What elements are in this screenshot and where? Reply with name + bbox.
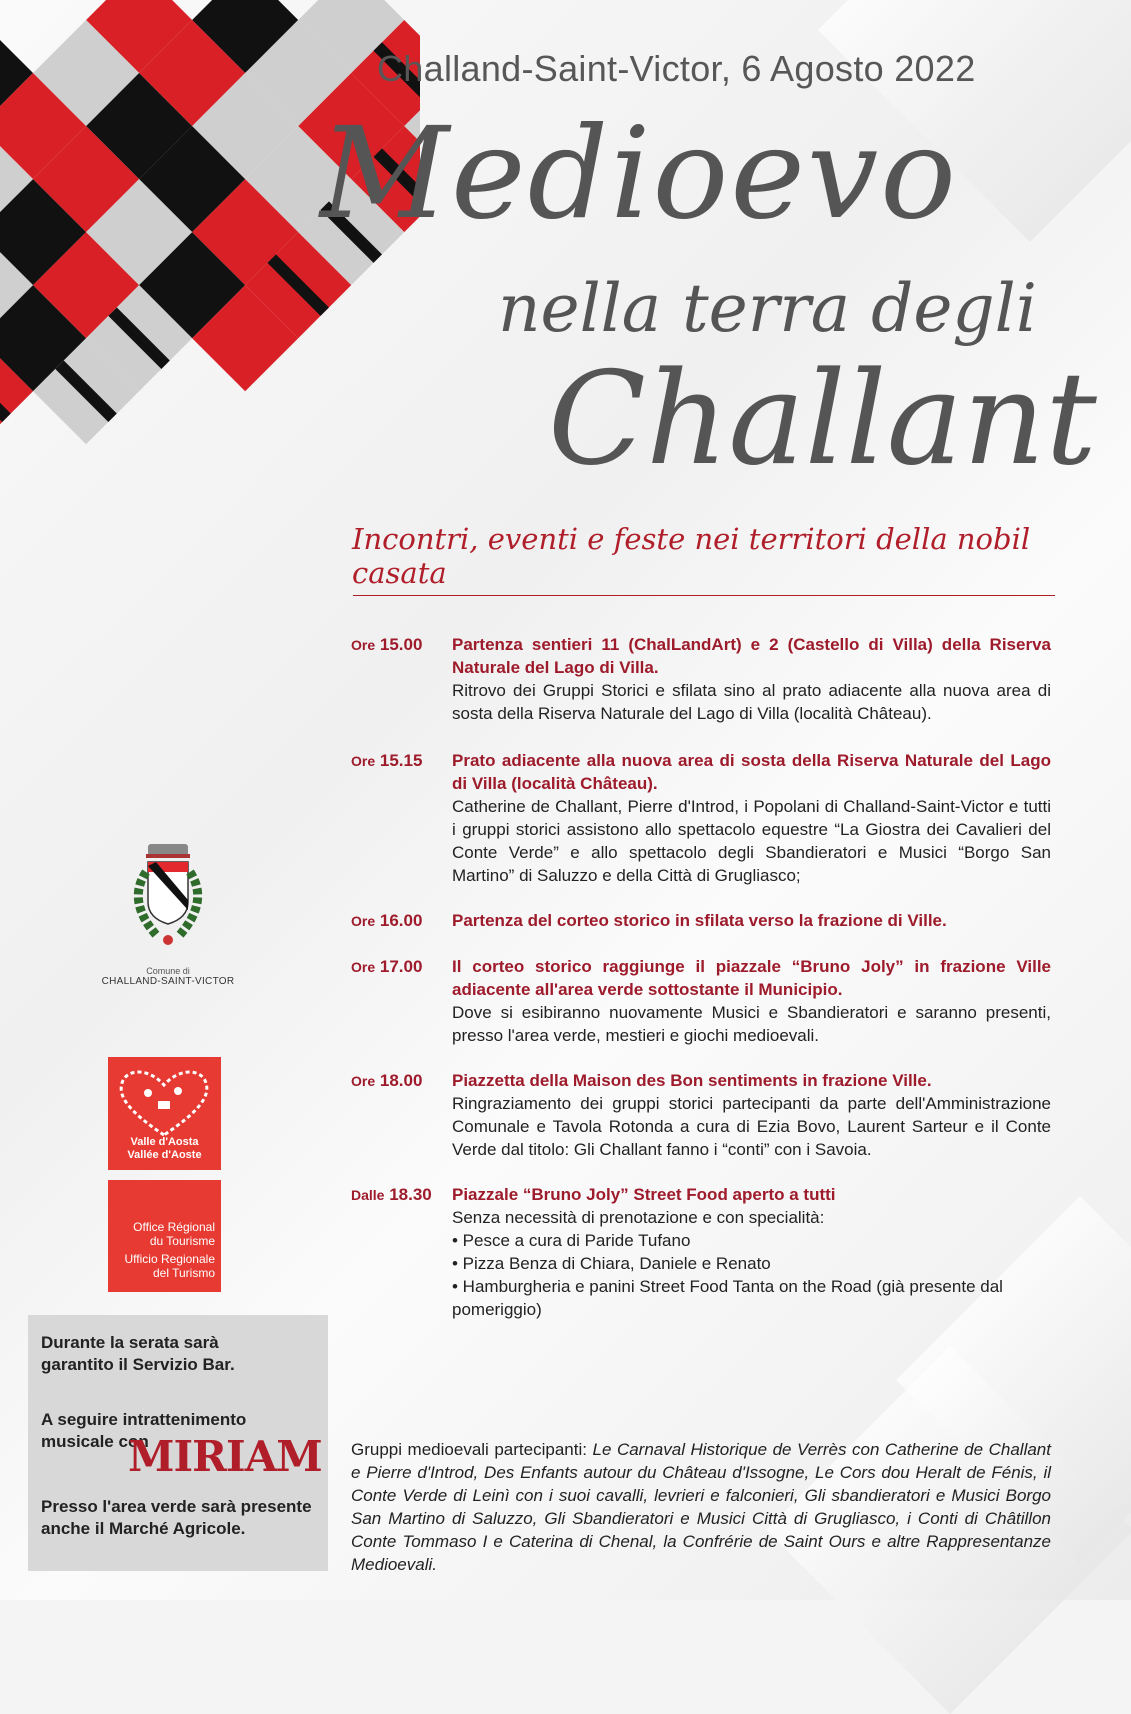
vda-line1: Valle d'Aosta [130,1136,199,1148]
artist-logo: MIRIAM [128,1432,322,1481]
tourism-office-logo [108,1180,221,1292]
event-date-location: Challand-Saint-Victor, 6 Agosto 2022 [377,48,976,89]
office-line3: Ufficio Regionale [124,1252,215,1266]
program-item [351,909,1051,933]
participating-groups [351,1438,1051,1576]
time-value: 17.00 [379,957,423,976]
program-title: Il corteo storico raggiunge il piazzale “Bruno Joly” in frazione Ville adiacente all'area verde sottostante il Municipio. [452,957,1051,999]
comune-label: Comune di [146,966,190,976]
program-bullet: • Pizza Benza di Chiara, Daniele e Renato [452,1254,771,1273]
time-prefix: Ore [351,959,376,975]
office-line2: du Tourisme [149,1234,215,1248]
time-prefix: Ore [351,753,376,769]
groups-label: Gruppi medioevali partecipanti: [351,1440,593,1459]
time-prefix: Ore [351,913,376,929]
time-value: 18.00 [379,1071,423,1090]
program-title: Piazzetta della Maison des Bon sentiments in frazione Ville. [452,1071,932,1090]
program-item [351,633,1051,725]
program-item [351,749,1051,887]
program-time [351,633,452,725]
office-line1: Office Régional [133,1220,215,1234]
vda-line2: Vallée d'Aoste [127,1149,202,1161]
heart-icon [108,1061,221,1141]
program-time [351,909,452,933]
program-item [351,1069,1051,1161]
subtitle: Incontri, eventi e feste nei territori della nobil casata [352,522,1031,590]
program-time [351,749,452,887]
program-description: Senza necessità di prenotazione e con specialità: [452,1208,825,1227]
comune-name: CHALLAND-SAINT-VICTOR [101,976,235,987]
program-item [351,955,1051,1047]
program-description: Ringraziamento dei gruppi storici partecipanti da parte dell'Amministrazione Comunale e Tavola Rotonda a cura di Ezia Bovo, Laurent Sarteur e il Conte Verde dal titolo: Gli Challant fanno i “conti” con i Savoia. [452,1094,1051,1159]
time-value: 15.00 [379,635,423,654]
time-value: 16.00 [379,911,423,930]
time-prefix: Ore [351,1073,376,1089]
title-challant: Challant [548,345,1097,494]
program-bullet: • Pesce a cura di Paride Tufano [452,1231,691,1250]
title-nella-terra: nella terra degli [498,270,1037,347]
time-prefix: Ore [351,637,376,653]
coat-of-arms-icon [118,842,218,957]
groups-list: Le Carnaval Historique de Verrès con Catherine de Challant e Pierre d'Introd, Des Enfants autour du Château d'Issogne, Le Cors dou Heralt de Fénis, il Conte Verde di Leinì con i suoi cavalli, levrieri e falconieri, Gli sbandieratori e Musici Borgo San Martino di Saluzzo, Gli Sbandieratori e Musici Città di Grugliasco, i Conti di Châtillon Conte Tommaso I e Caterina di Chenal, la Confrérie de Saint Ours e altre Rappresentanze Medioevali. [351,1440,1051,1574]
program-description: Dove si esibiranno nuovamente Musici e Sbandieratori e saranno presenti, presso l'area verde, mestieri e giochi medioevali. [452,1003,1051,1045]
office-line4: del Turismo [152,1266,215,1280]
entertainment-text: A seguire intrattenimento musicale con [41,1410,247,1451]
time-value: 18.30 [389,1185,432,1204]
program-time [351,1183,452,1321]
program-description: Ritrovo dei Gruppi Storici e sfilata sino al prato adiacente alla nuova area di sosta della Riserva Naturale del Lago di Villa (località Château). [452,681,1051,723]
market-text: Presso l'area verde sarà presente anche il Marché Agricole. [41,1497,312,1538]
time-prefix: Dalle [351,1187,385,1203]
program-title: Partenza del corteo storico in sfilata verso la frazione di Ville. [452,911,947,930]
program-title: Partenza sentieri 11 (ChalLandArt) e 2 (Castello di Villa) della Riserva Naturale del Lago di Villa. [452,635,1051,677]
program-title: Piazzale “Bruno Joly” Street Food aperto a tutti [452,1185,836,1204]
program-list [351,633,1051,1343]
time-value: 15.15 [379,751,423,770]
program-description: Catherine de Challant, Pierre d'Introd, i Popolani di Challand-Saint-Victor e tutti i gruppi storici assistono allo spettacolo equestre “La Giostra dei Cavalieri del Conte Verde” e allo spettacolo degli Sbandieratori e Musici “Borgo San Martino” di Saluzzo e della Città di Grugliasco; [452,797,1051,885]
title-medioevo: Medioevo [320,100,959,247]
program-bullet: • Hamburgheria e panini Street Food Tanta on the Road (già presente dal pomeriggio) [452,1277,1003,1319]
valle-daosta-logo [108,1057,221,1170]
program-time [351,955,452,1047]
bar-service-text: Durante la serata sarà garantito il Servizio Bar. [41,1333,235,1374]
divider [353,595,1055,596]
program-item [351,1183,1051,1321]
program-time [351,1069,452,1161]
comune-logo [101,842,235,987]
program-title: Prato adiacente alla nuova area di sosta della Riserva Naturale del Lago di Villa (località Château). [452,751,1051,793]
